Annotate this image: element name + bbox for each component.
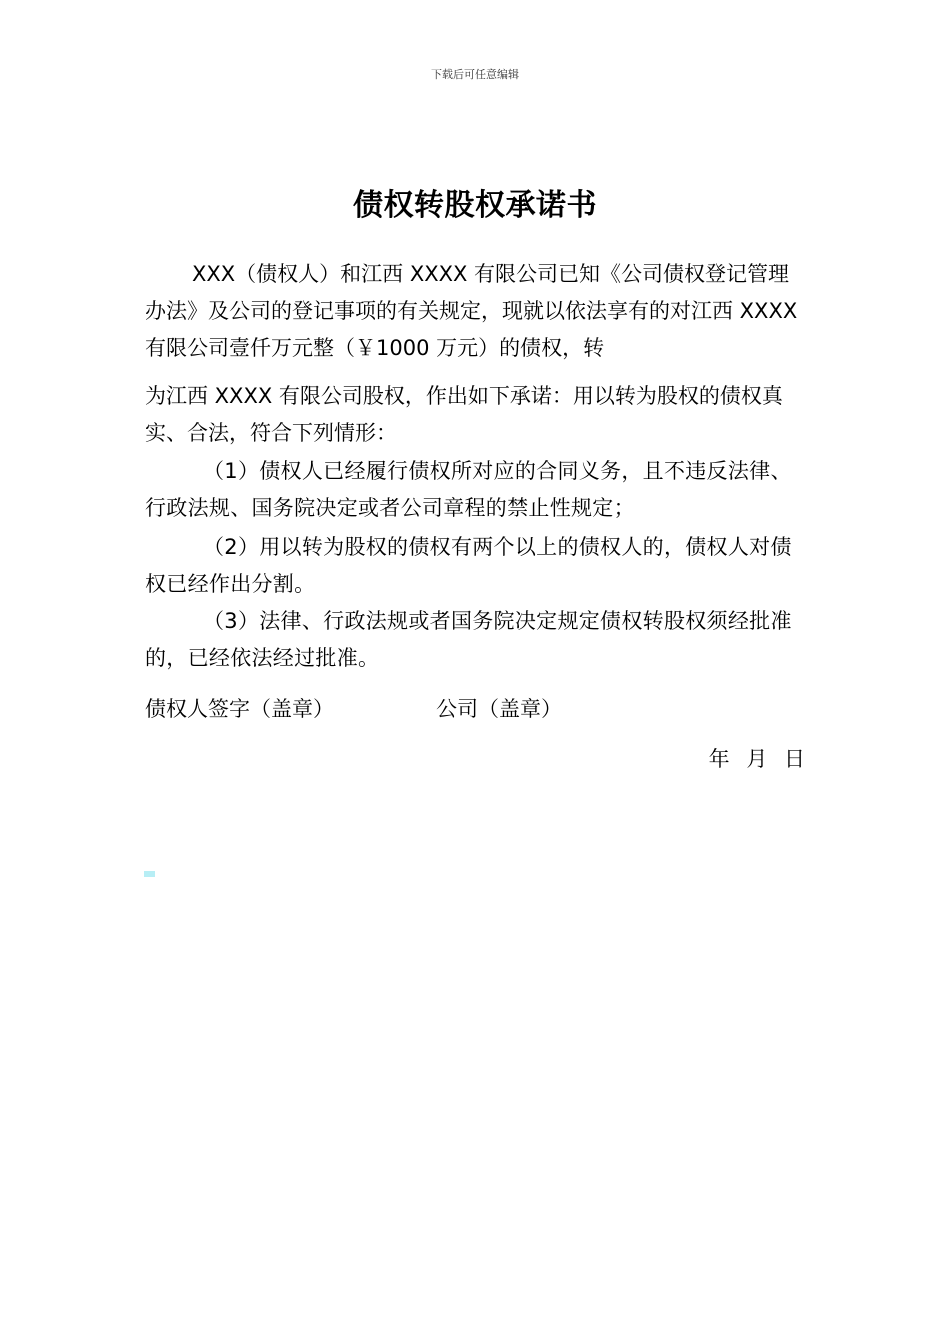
line-gap [145, 367, 805, 378]
condition-item-2: （2）用以转为股权的债权有两个以上的债权人的，债权人对债权已经作出分割。 [145, 535, 792, 596]
document-title: 债权转股权承诺书 [353, 188, 597, 223]
date-line: 年 月 日 [708, 747, 805, 771]
header-note: 下载后可任意编辑 [431, 68, 519, 81]
creditor-signature-label: 债权人签字（盖章） [145, 697, 334, 721]
paragraph-intro-part2: 为江西 XXXX 有限公司股权，作出如下承诺：用以转为股权的债权真实、合法，符合下列情形： [145, 384, 783, 445]
paragraph-intro [145, 256, 805, 452]
condition-item-1: （1）债权人已经履行债权所对应的合同义务，且不违反法律、行政法规、国务院决定或者公司章程的禁止性规定； [145, 459, 792, 520]
paragraph-intro-part1: XXX（债权人）和江西 XXXX 有限公司已知《公司债权登记管理办法》及公司的登记事项的有关规定，现就以依法享有的对江西 XXXX 有限公司壹仟万元整（￥1000 万元）的债权，转 [145, 262, 798, 360]
company-seal-label: 公司（盖章） [436, 697, 562, 721]
condition-item-3: （3）法律、行政法规或者国务院决定规定债权转股权须经批准的，已经依法经过批准。 [145, 609, 792, 670]
cursor-marker [144, 871, 155, 877]
